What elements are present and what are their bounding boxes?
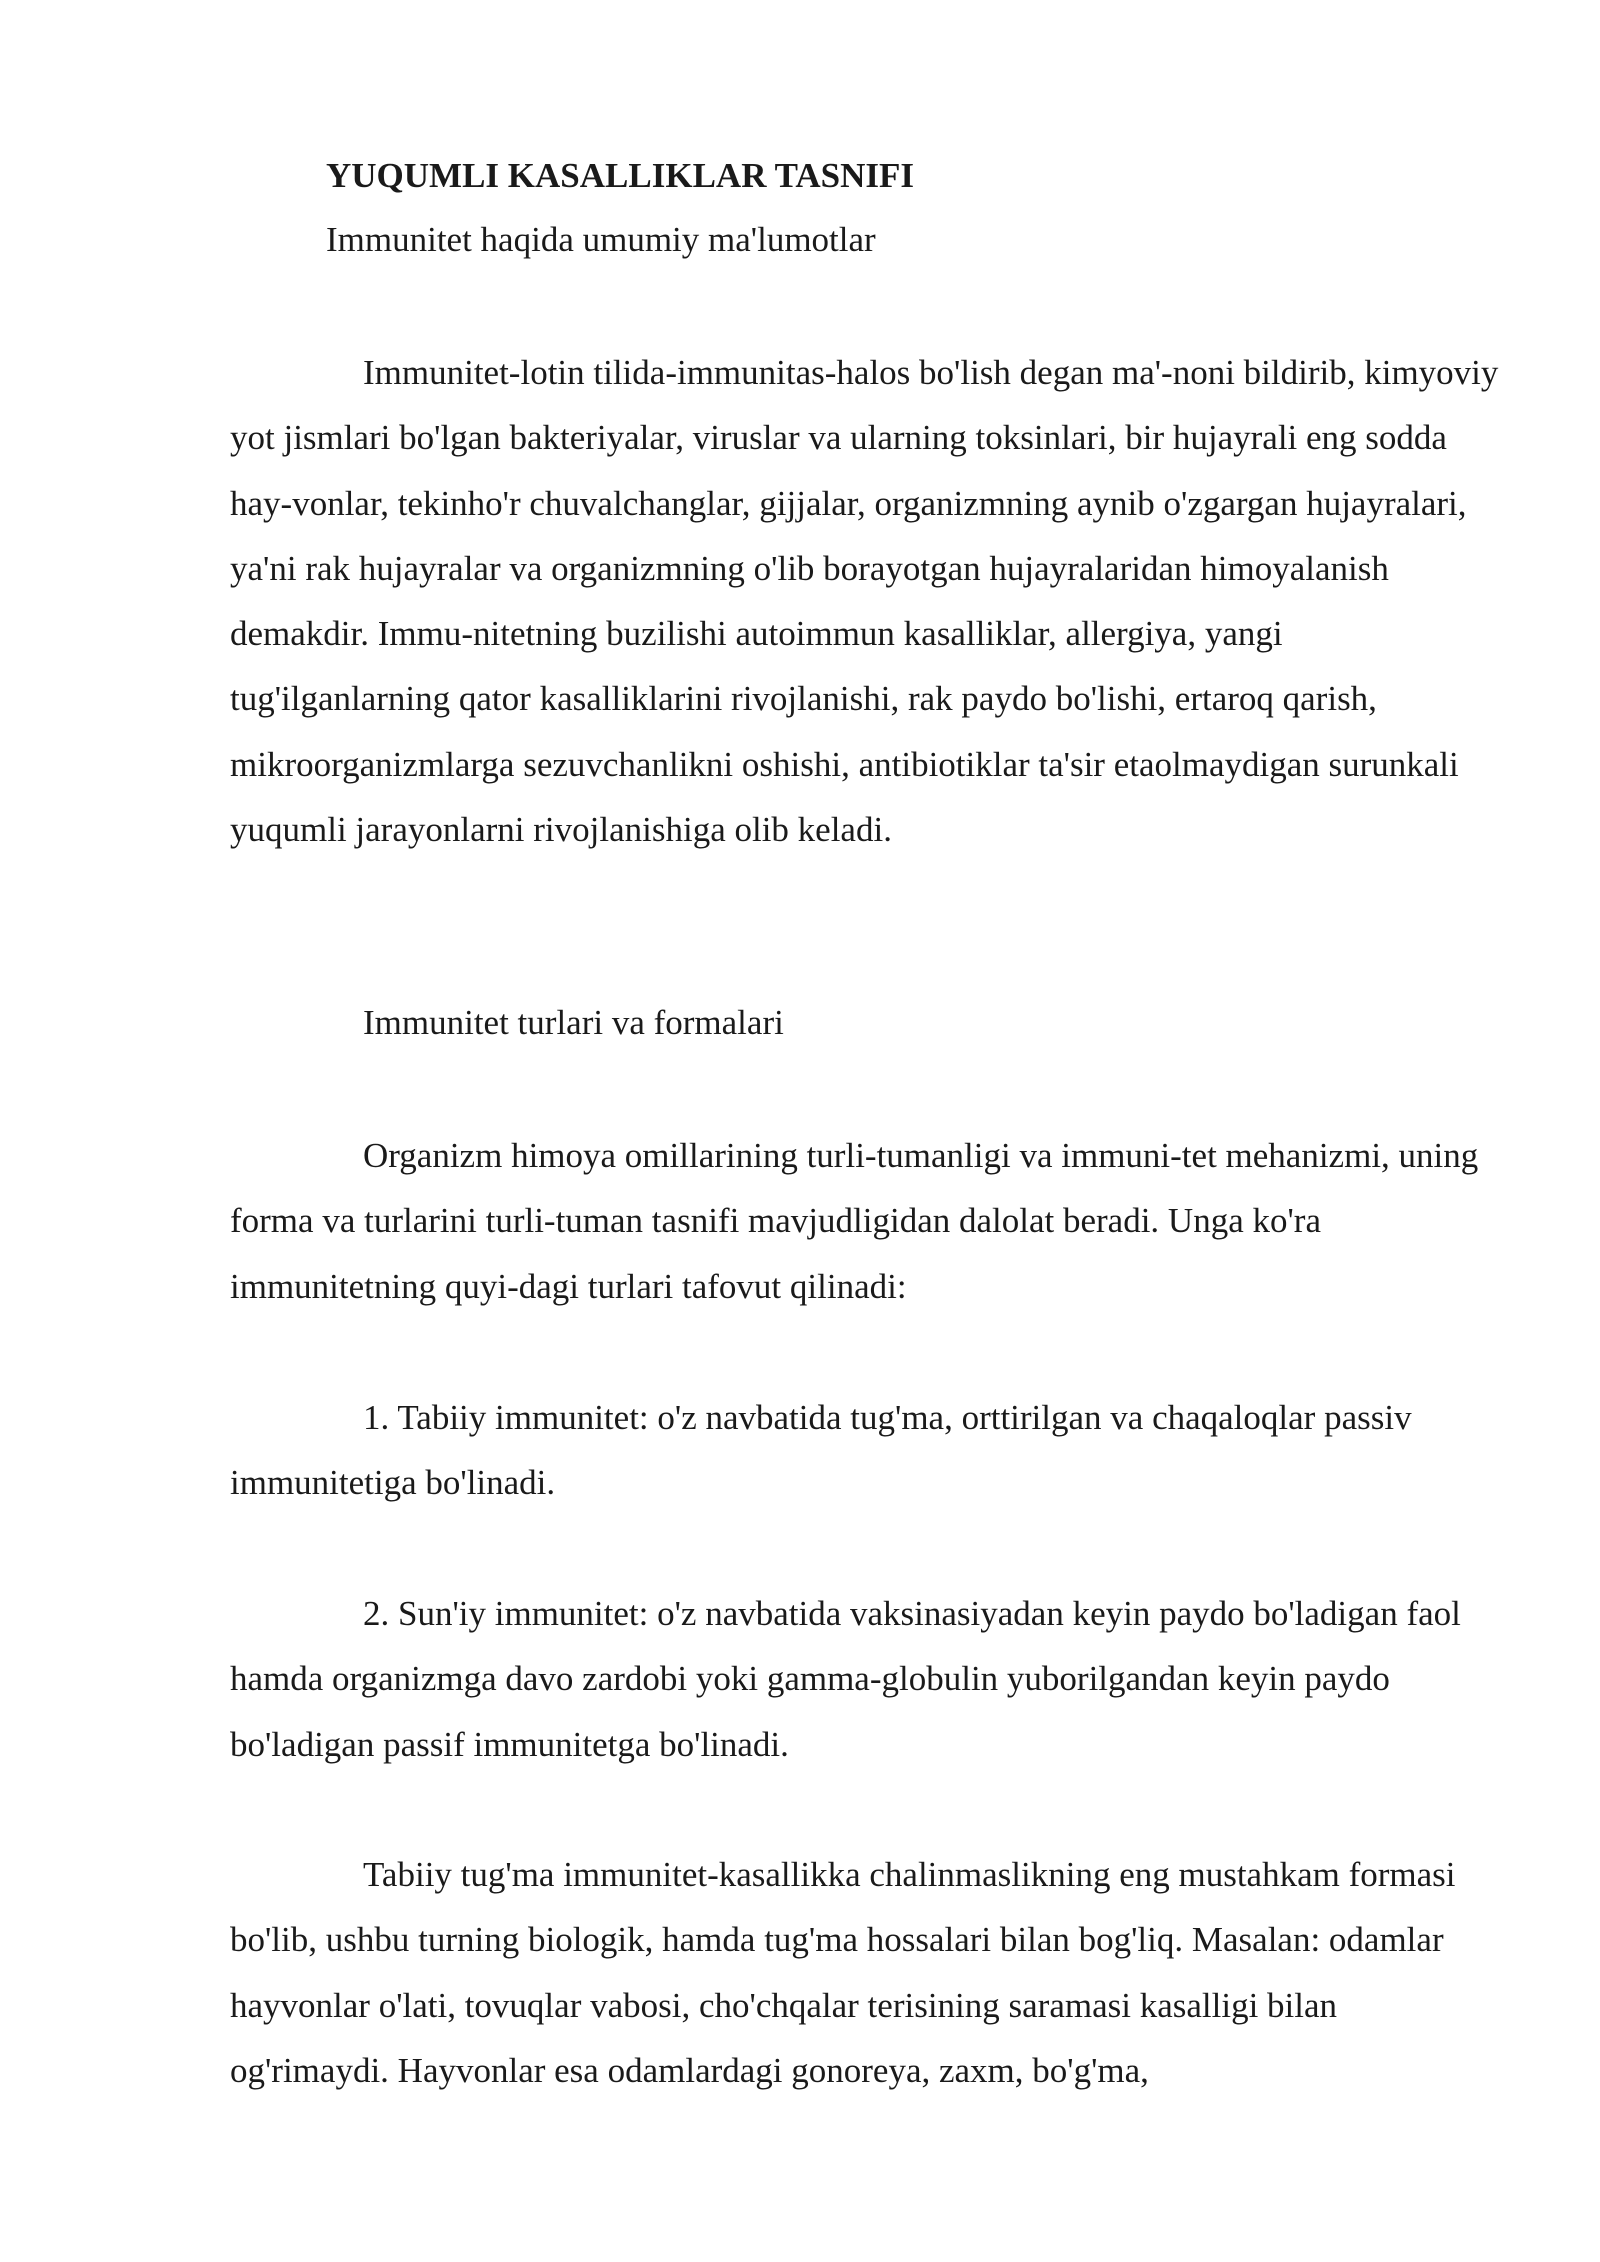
- list-item-artificial-immunity: 2. Sun'iy immunitet: o'z navbatida vaksinasiyadan keyin paydo bo'ladigan faol hamda organizmga davo zardobi yoki gamma-globulin yuborilgandan keyin paydo bo'ladigan passif immunitetga bo'linadi.: [230, 1594, 1461, 1764]
- paragraph-immunity-definition: Immunitet-lotin tilida-immunitas-halos bo'lish degan ma'-noni bildirib, kimyoviy yot jismlari bo'lgan bakteriyalar, viruslar va ularning toksinlari, bir hujayrali eng sodda hay-vonlar, tekinho'r chuvalchanglar, gijjalar, organizmning aynib o'zgargan hujayralari, ya'ni rak hujayralar va organizmning o'lib borayotgan hujayralaridan himoyalanish demakdir. Immu-nitetning buzilishi autoimmun kasalliklar, allergiya, yangi tug'ilganlarning qator kasalliklarini rivojlanishi, rak paydo bo'lishi, ertaroq qarish, mikroorganizmlarga sezuvchanlikni oshishi, antibiotiklar ta'sir etaolmaydigan surunkali yuqumli jarayonlarni rivojlanishiga olib keladi.: [230, 353, 1499, 850]
- paragraph-innate-immunity: Tabiiy tug'ma immunitet-kasallikka chalinmaslikning eng mustahkam formasi bo'lib, ushbu turning biologik, hamda tug'ma hossalari bilan bog'liq. Masalan: odamlar hayvonlar o'lati, tovuqlar vabosi, cho'chqalar terisining saramasi kasalligi bilan og'rimaydi. Hayvonlar esa odamlardagi gonoreya, zaxm, bo'g'ma,: [230, 1855, 1456, 2090]
- title-block: [326, 150, 1476, 266]
- section-heading: Immunitet turlari va formalari: [363, 1003, 784, 1042]
- paragraph-immunity-types-intro: Organizm himoya omillarining turli-tumanligi va immuni-tet mehanizmi, uning forma va turlarini turli-tuman tasnifi mavjudligidan dalolat beradi. Unga ko'ra immunitetning quyi-dagi turlari tafovut qilinadi:: [230, 1136, 1479, 1306]
- list-item-natural-immunity: 1. Tabiiy immunitet: o'z navbatida tug'ma, orttirilgan va chaqaloqlar passiv immunitetiga bo'linadi.: [230, 1398, 1412, 1503]
- document-title: YUQUMLI KASALLIKLAR TASNIFI: [326, 156, 914, 195]
- document-subtitle: Immunitet haqida umumiy ma'lumotlar: [326, 220, 876, 259]
